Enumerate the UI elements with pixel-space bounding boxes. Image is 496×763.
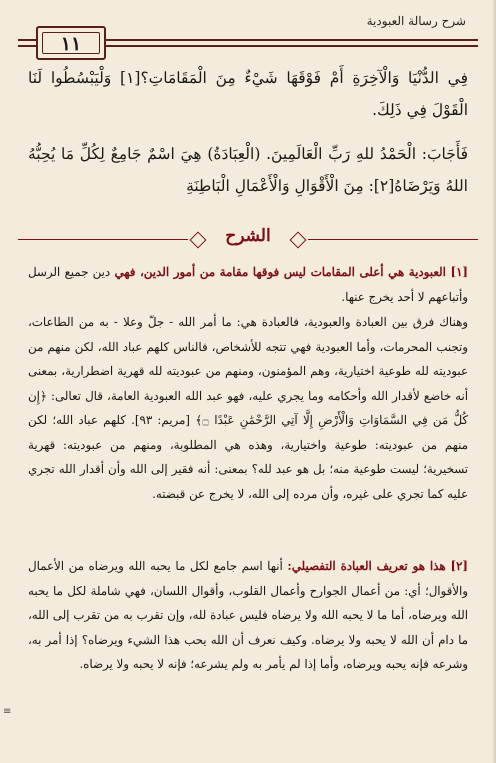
- divider-label: الشرح: [225, 226, 271, 246]
- running-title: شرح رسالة العبودية: [366, 14, 466, 28]
- matn-paragraph-1: فِي الدُّنْيَا وَالْآخِرَةِ أَمْ فَوْقَهَا شَيْءٌ مِنَ الْمَقَامَاتِ؟[١] وَلْيَبْسُطُوا لَنَا الْقَوْلَ فِي ذَلِكَ.: [28, 69, 469, 119]
- quran-verse: ﴿إِن كُلُّ مَن فِي السَّمَاوَاتِ وَالْأَرْضِ إِلَّا آتِي الرَّحْمَٰنِ عَبْدًا ۝﴾: [28, 388, 468, 427]
- sharh-paragraph-2: [28, 310, 468, 506]
- note-2-heading: [٢] هذا هو تعريف العبادة التفصيلي:: [287, 559, 469, 573]
- page-number: ١١: [60, 33, 82, 55]
- sharh-note-1: [28, 260, 468, 309]
- note-2-body: أنها اسم جامع لكل ما يحبه الله ويرضاه من الأعمال والأقوال؛ أي: من أعمال الجوارح وأعمال القلوب، وأقوال اللسان، فهي شاملة لكل ما يحبه الله ويرضاه، أما ما لا يحبه الله ولا يرضاه فليس عبادة لله، وإن تقرب به من تقرب إلى الله، ما دام أن الله لا يحبه ولا يرضاه. وكيف نعرف أن الله يحب هذا الشيء ويرضاه؟ إذا أمر به، وشرعه فإنه يحبه ويرضاه، وأما إذا لم يأمر به ولم يشرعه؛ فإنه لا يحبه ولا يرضاه.: [28, 559, 468, 671]
- matn-paragraph-2: فَأَجَابَ: الْحَمْدُ للهِ رَبِّ الْعَالَمِينَ. (الْعِبَادَةُ) هِيَ اسْمٌ جَامِعٌ لِكُلِّ مَا يُحِبُّهُ اللهُ وَيَرْضَاهُ[٢]: مِنَ الْأَقْوَالِ وَالْأَعْمَالِ الْبَاطِنَةِ: [28, 145, 468, 195]
- note-1-heading: [١] العبودية هي أعلى المقامات ليس فوقها مقامة من أمور الدين، فهي: [114, 265, 469, 279]
- paragraph-2-text: وهناك فرق بين العبادة والعبودية، فالعبادة هي: ما أمر الله - جلّ وعلا - به من الطاعات، وتجنب المحرمات، وأما العبودية فهي تتجه للأشخاص، فالناس كلهم عباد الله، لكن منهم من عبوديته لله طوعية اختيارية، وهم المؤمنون، ومنهم من عبوديته لله قهرية اضطرارية، بمعنى أنه خاضع لأقدار الله وأحكامه وما يجري عليه، فهو عبد الله العبودية العامة، قال تعالى:: [28, 315, 469, 403]
- page-edge-shade: [492, 0, 496, 763]
- sharh-note-2: [28, 554, 468, 677]
- paragraph-2-tail: [مريم: ٩٣]. كلهم عباد الله؛ لكن منهم من عبوديته: طوعية واختيارية، وهذه هي المطلوبة، ومنهم من عبوديته: قهرية تسخيرية؛ ليست طوعية منه؛ بل هو عبد لله؟ بمعنى: أنه فقير إلى الله وأن أقدار الله تجري عليه كما تجري على غيره، وأن مرده إلى الله، لا يخرج عن قبضته.: [28, 413, 468, 501]
- divider-line-right: [308, 239, 478, 240]
- margin-mark: ≡: [3, 706, 12, 717]
- sharh-divider: [18, 228, 478, 250]
- page-number-frame: [36, 26, 106, 60]
- note-1-body: دين جميع الرسل وأتباعهم لا أحد يخرج عنها.: [28, 265, 468, 304]
